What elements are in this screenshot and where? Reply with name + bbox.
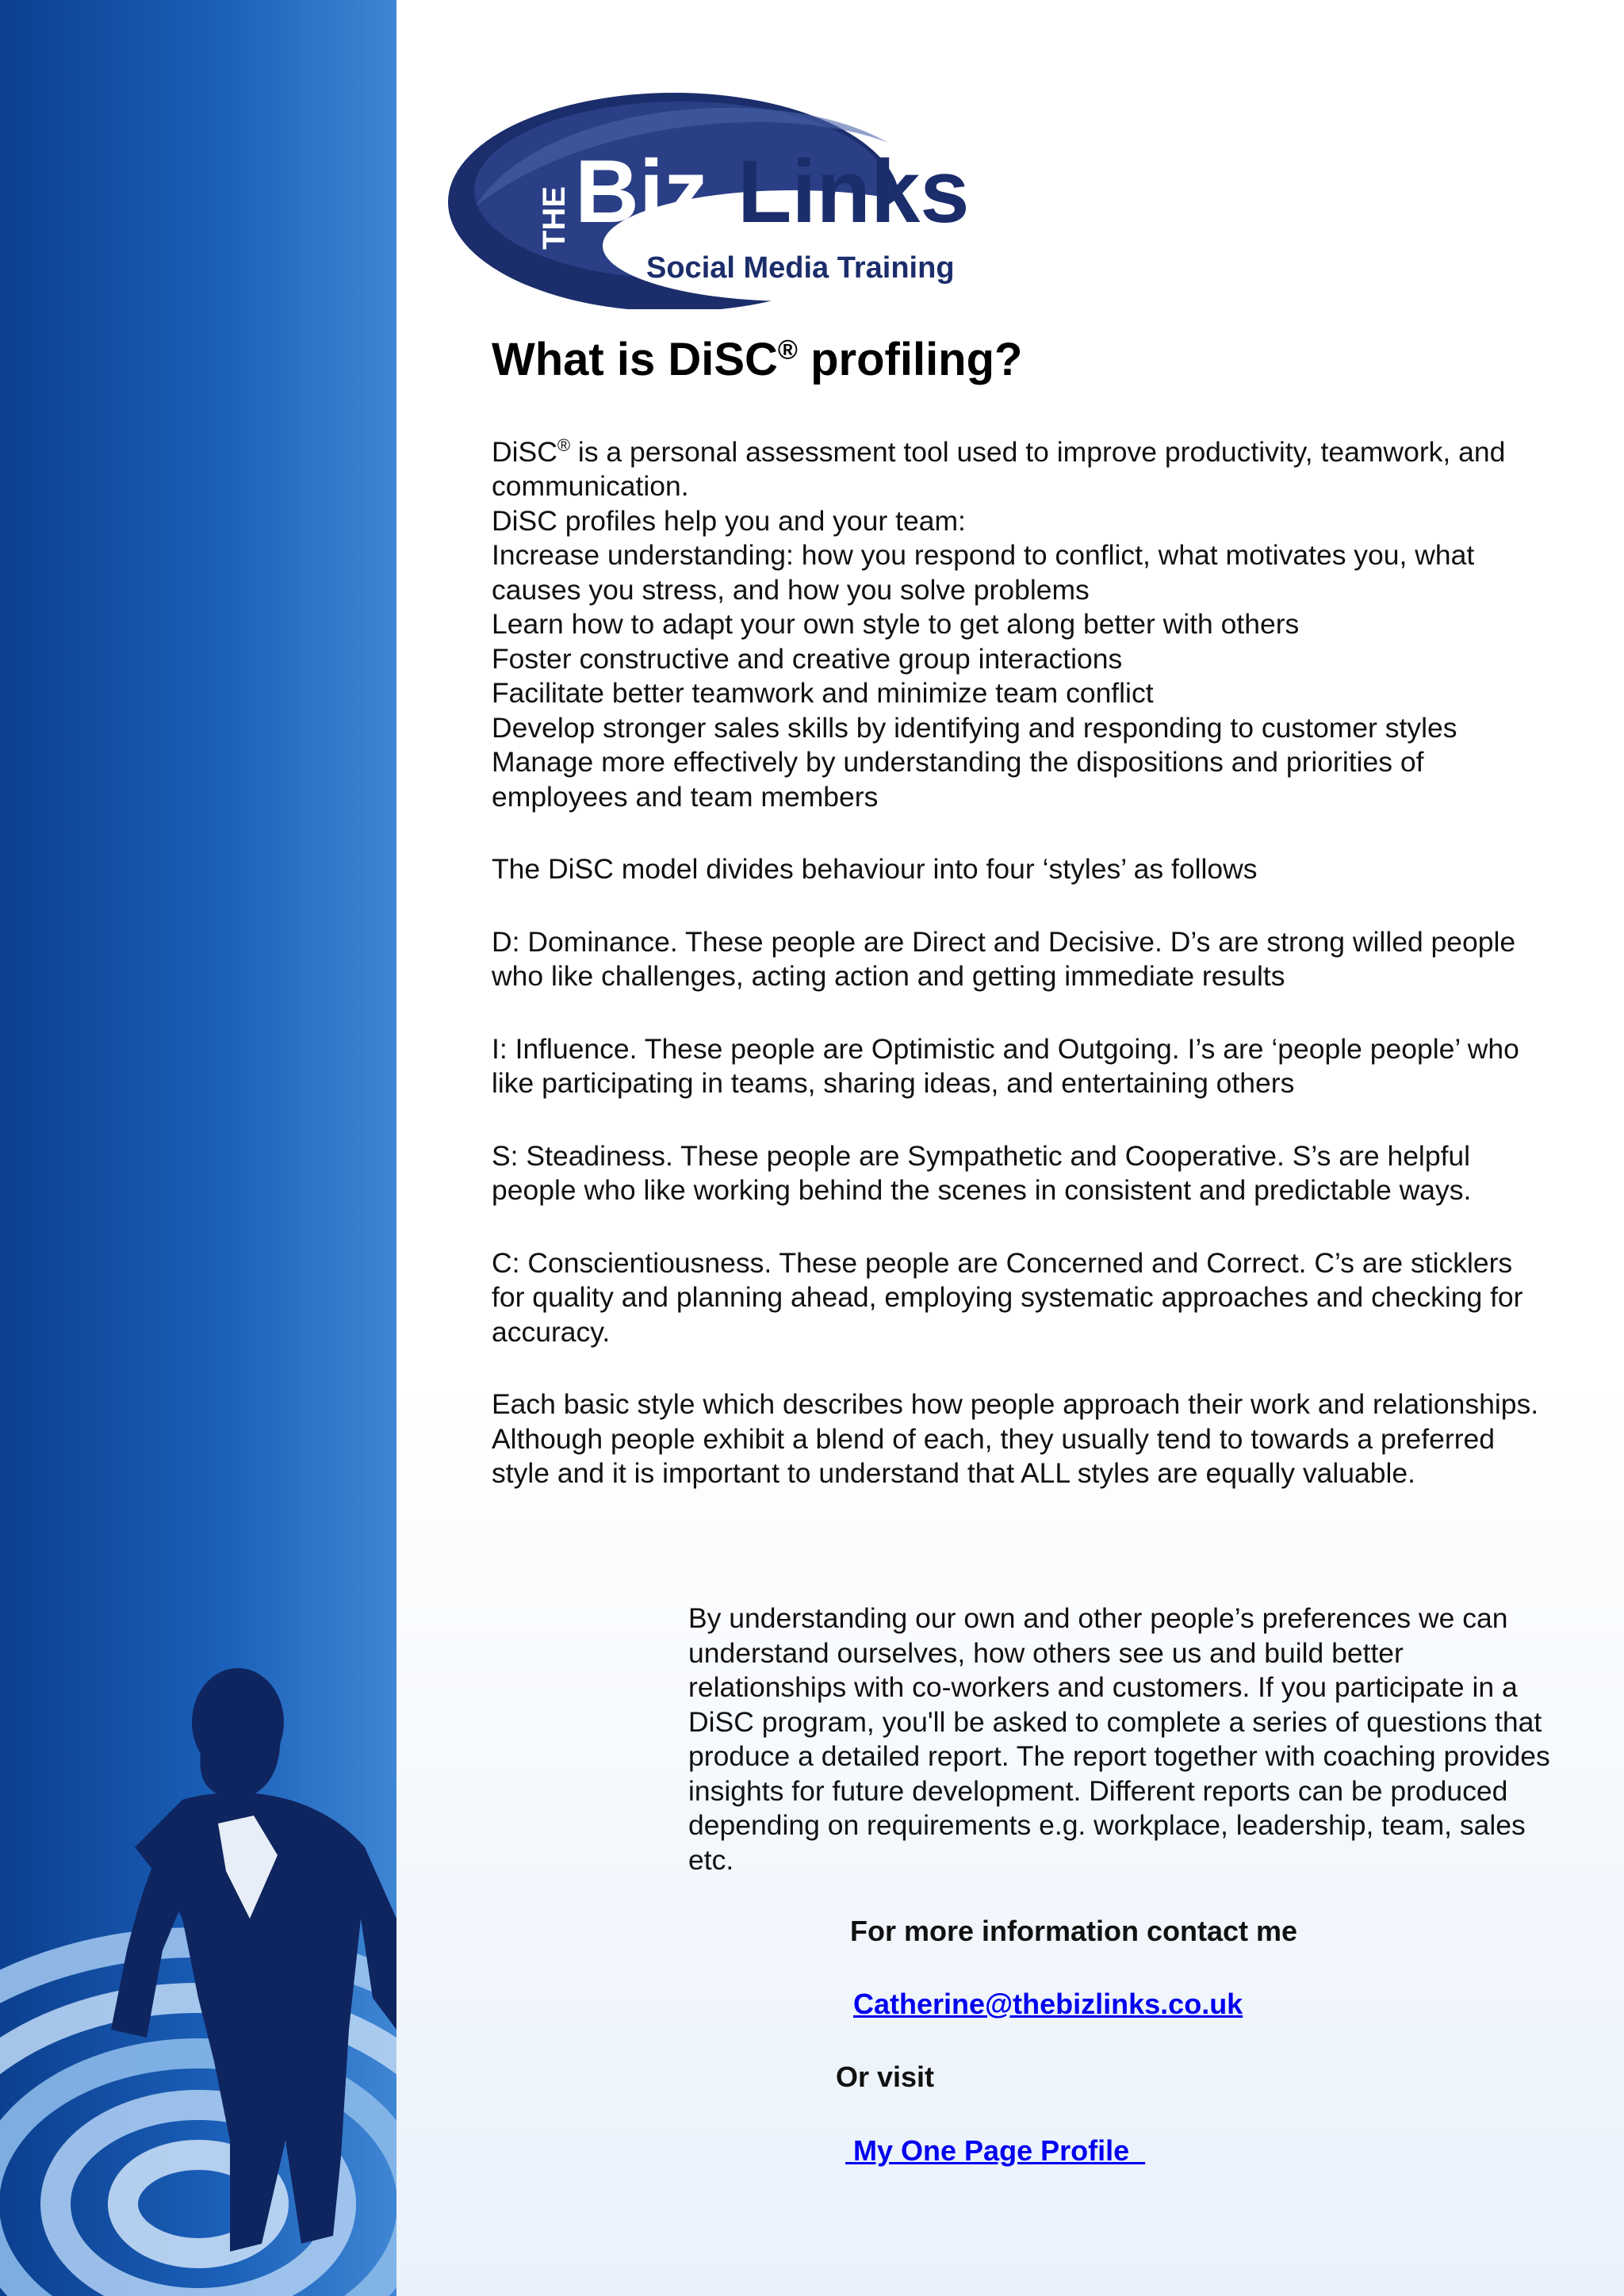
page-title [492,333,1022,386]
logo-the-text: THE [537,186,572,250]
intro-line: DiSC profiles help you and your team: [492,504,966,537]
bizlinks-logo-graphic [444,71,983,309]
style-influence: I: Influence. These people are Optimistic and Outgoing. I’s are ‘people people’ who like participating in teams, sharing ideas, and entertaining others [492,1032,1519,1100]
intro-line: Learn how to adapt your own style to get along better with others [492,608,1300,641]
title-text: What is DiSC [492,334,778,385]
businesswoman-silhouette-illustration [0,0,396,2296]
intro-paragraph [492,428,1546,814]
style-conscientiousness: C: Conscientiousness. These people are Concerned and Correct. C’s are sticklers for quality and planning ahead, employing systematic approaches and checking for accuracy. [492,1246,1523,1348]
intro-line: Facilitate better teamwork and minimize team conflict [492,677,1154,710]
intro-first-pre: DiSC [492,435,557,468]
registered-mark: ® [777,335,798,365]
intro-line: Increase understanding: how you respond to conflict, what motivates you, what causes you stress, and how you solve problems [492,539,1475,606]
left-decorative-band [0,0,396,2296]
contact-heading: For more information contact me [850,1915,1298,1947]
logo-tagline: Social Media Training [646,251,955,285]
profile-link-text: My One Page Profile [853,2134,1130,2167]
closing-paragraph: By understanding our own and other people’s preferences we can understand ourselves, how others see us and build better relationships with co-workers and customers. If you participate in a DiSC program, you'll be asked to complete a series of questions that produce a detailed report. The report together with coaching provides insights for future development. Different reports can be produced depending on requirements e.g. workplace, leadership, team, sales etc. [688,1602,1550,1876]
intro-line: Foster constructive and creative group interactions [492,642,1123,675]
intro-section [492,428,1546,1529]
email-link[interactable]: Catherine@thebizlinks.co.uk [853,1988,1243,2020]
intro-registered-mark: ® [557,435,571,455]
intro-line: Manage more effectively by understanding the dispositions and priorities of employees and team members [492,746,1424,813]
profile-link[interactable] [845,2134,1145,2168]
style-steadiness: S: Steadiness. These people are Sympathetic and Cooperative. S’s are helpful people who like working behind the scenes in consistent and predictable ways. [492,1139,1472,1207]
logo-links-text: Links [737,142,970,241]
model-intro: The DiSC model divides behaviour into four ‘styles’ as follows [492,853,1258,886]
intro-line: Develop stronger sales skills by identifying and responding to customer styles [492,711,1457,744]
or-visit-label: Or visit [836,2061,935,2093]
logo-biz-text: Biz [575,142,708,241]
bizlinks-logo [444,71,983,309]
style-dominance: D: Dominance. These people are Direct and Decisive. D’s are strong willed people who like challenges, acting action and getting immediate results [492,925,1516,993]
title-text-end: profiling? [797,334,1023,385]
intro-first-post: is a personal assessment tool used to improve productivity, teamwork, and communication. [492,435,1506,503]
each-style-paragraph: Each basic style which describes how people approach their work and relationships. Although people exhibit a blend of each, they usually tend to towards a preferred style and it is important to understand that ALL styles are equally valuable. [492,1388,1539,1490]
